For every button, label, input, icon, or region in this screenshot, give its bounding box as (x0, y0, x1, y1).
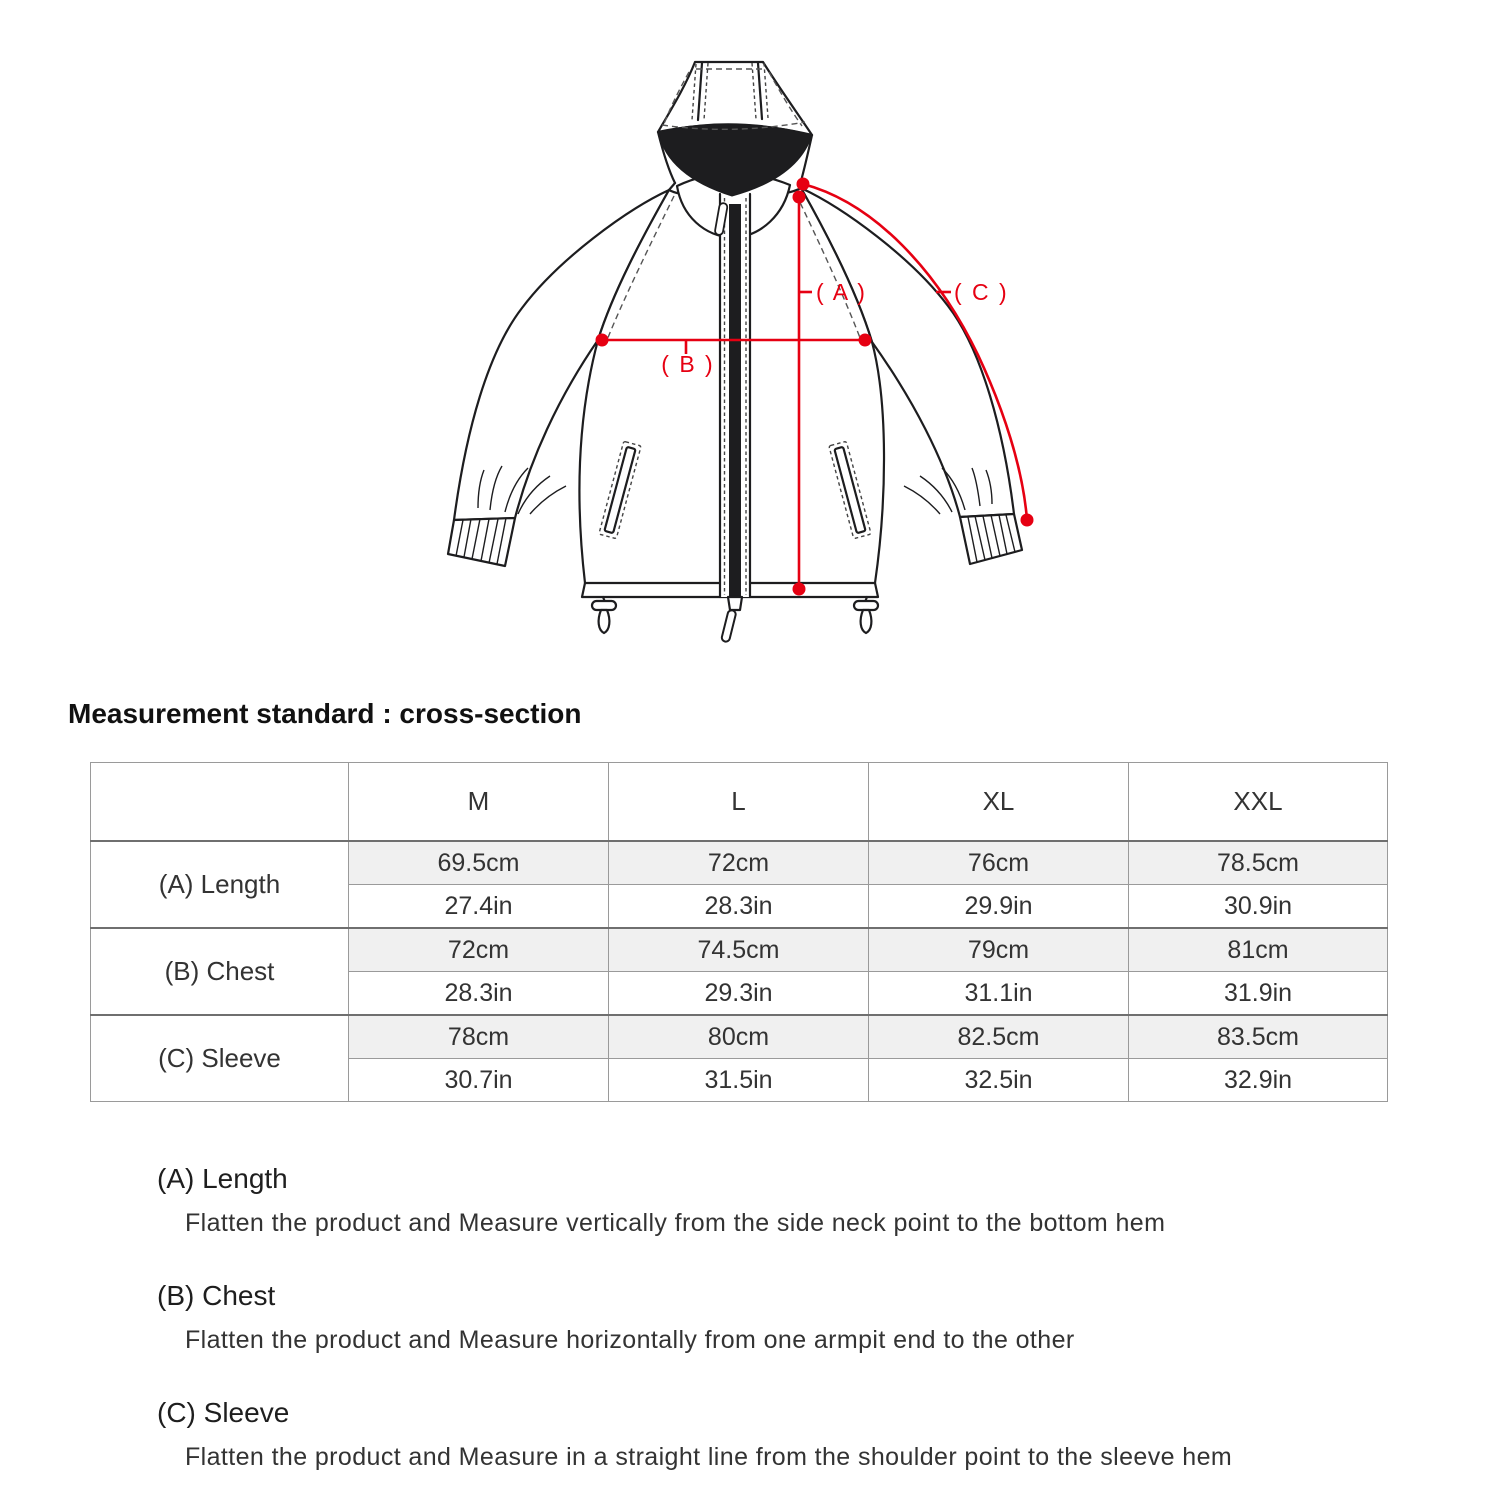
length-label: ( A ) (816, 279, 867, 305)
note-heading-sleeve: (C) Sleeve (157, 1397, 290, 1428)
size-table (90, 762, 1388, 1102)
chest-cm-m: 72cm (349, 928, 609, 972)
length-cm-xl: 76cm (869, 841, 1129, 885)
chest-cm-xxl: 81cm (1129, 928, 1388, 972)
row-label-chest: (B) Chest (91, 928, 349, 1015)
sleeve-cm-l: 80cm (609, 1015, 869, 1059)
chest-in-m: 28.3in (349, 972, 609, 1016)
note-text-length: Flatten the product and Measure vertically from the side neck point to the bottom hem (185, 1209, 1166, 1237)
size-col-header-xxl: XXL (1129, 763, 1388, 842)
sleeve-in-xxl: 32.9in (1129, 1059, 1388, 1102)
chest-in-l: 29.3in (609, 972, 869, 1016)
chest-cm-l: 74.5cm (609, 928, 869, 972)
sleeve-in-m: 30.7in (349, 1059, 609, 1102)
left-hem-toggle (592, 597, 616, 633)
sleeve-cm-xxl: 83.5cm (1129, 1015, 1388, 1059)
length-cm-l: 72cm (609, 841, 869, 885)
note-heading-chest: (B) Chest (157, 1280, 276, 1311)
zipper (714, 190, 751, 642)
sleeve-in-xl: 32.5in (869, 1059, 1129, 1102)
length-cm-row (91, 841, 1388, 885)
chest-cm-xl: 79cm (869, 928, 1129, 972)
sleeve-cm-m: 78cm (349, 1015, 609, 1059)
section-title: Measurement standard : cross-section (68, 698, 582, 729)
sleeve-cm-row (91, 1015, 1388, 1059)
size-col-header-m: M (349, 763, 609, 842)
right-hem-toggle (854, 597, 878, 633)
size-col-header-l: L (609, 763, 869, 842)
right-cuff (960, 514, 1022, 564)
sleeve-cm-xl: 82.5cm (869, 1015, 1129, 1059)
sleeve-in-l: 31.5in (609, 1059, 869, 1102)
length-cm-xxl: 78.5cm (1129, 841, 1388, 885)
length-in-m: 27.4in (349, 885, 609, 929)
size-col-header-xl: XL (869, 763, 1129, 842)
zipper-slider-bottom (728, 597, 742, 610)
chest-in-xxl: 31.9in (1129, 972, 1388, 1016)
corner-cell (91, 763, 349, 842)
zipper-pull-bottom (721, 609, 737, 642)
note-heading-length: (A) Length (157, 1163, 288, 1194)
chest-in-xl: 31.1in (869, 972, 1129, 1016)
left-cuff (448, 518, 515, 566)
note-text-sleeve: Flatten the product and Measure in a straight line from the shoulder point to the sleeve hem (185, 1443, 1233, 1471)
jacket-technical-drawing (430, 40, 1050, 660)
chest-cm-row (91, 928, 1388, 972)
sleeve-label: ( C ) (954, 279, 1009, 305)
length-in-l: 28.3in (609, 885, 869, 929)
length-cm-m: 69.5cm (349, 841, 609, 885)
length-in-xxl: 30.9in (1129, 885, 1388, 929)
row-label-sleeve: (C) Sleeve (91, 1015, 349, 1102)
note-text-chest: Flatten the product and Measure horizontally from one armpit end to the other (185, 1326, 1075, 1354)
chest-label: ( B ) (661, 351, 715, 377)
row-label-length: (A) Length (91, 841, 349, 928)
size-header-row (91, 763, 1388, 842)
length-in-xl: 29.9in (869, 885, 1129, 929)
